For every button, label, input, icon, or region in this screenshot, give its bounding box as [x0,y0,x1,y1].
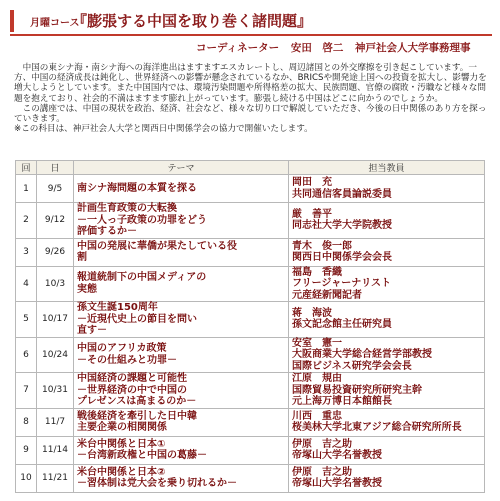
theme-line: 中国の発展に華僑が果たしている役 [77,240,237,252]
lecturer-name: 江原 規由 [292,373,342,384]
table-row [16,302,485,338]
theme-line: －世界経済の中で中国の [77,384,187,396]
theme-line: 米台中関係と日本① [77,438,166,450]
row-no: 3 [16,238,37,266]
lecturer-name: 岡田 充 [292,177,332,188]
theme-line: 米台中関係と日本② [77,466,166,478]
row-lecturer [289,436,485,464]
row-date: 10/3 [37,266,74,302]
lecturer-title: 共同通信客員論説委員 [292,188,392,200]
table-row [16,337,485,373]
table-header-row [16,161,485,175]
theme-line: －その仕組みと功罪－ [77,354,177,366]
row-date: 10/31 [37,373,74,409]
table-row [16,464,485,492]
theme-line: 直す－ [77,325,107,336]
theme-line: 評価するか－ [77,226,137,237]
theme-line: －一人っ子政策の功罪をどう [77,214,207,226]
intro-text [14,63,488,134]
row-lecturer [289,203,485,239]
row-date: 9/12 [37,203,74,239]
theme-line: －台湾新政権と中国の葛藤－ [77,450,207,461]
row-date: 11/7 [37,408,74,436]
lecturer-name: 伊原 吉之助 [292,466,352,478]
header-accent-bar [10,10,14,32]
theme-line: 割 [77,252,87,263]
row-lecturer [289,302,485,338]
row-theme [74,238,289,266]
theme-line: 主要企業の相関関係 [77,422,167,433]
lecturer-title: 元産経新聞記者 [292,289,362,301]
lecturer-title: フリージャーナリスト [292,278,391,289]
theme-line: 報道統制下の中国メディアの [77,272,207,284]
row-no: 2 [16,203,37,239]
intro-paragraph-1: 中国の東シナ海・南シナ海への海洋進出はますますエスカレートし、周辺諸国との外交摩擦を引き起こしています。一方、中国の経済成長は鈍化し、世界経済への影響が懸念されているなか、BRICSや開発途上国への投資を拡大し、影響力を増大しようとしています。また中国国内では、環境汚染問題や所得格差の拡大、民族問題、官僚の腐敗・汚職など様々な問題を抱えており、社会的不満はますます膨れ上がっています。膨張し続ける中国はどこに向かうのでしょうか。 [14,63,487,104]
row-no: 7 [16,373,37,409]
row-date: 11/21 [37,464,74,492]
row-lecturer [289,238,485,266]
schedule-table [15,160,485,493]
table-row [16,436,485,464]
table-row [16,238,485,266]
row-date: 11/14 [37,436,74,464]
table-row [16,203,485,239]
row-date: 10/17 [37,302,74,338]
lecturer-title: 孫文記念館主任研究員 [292,319,392,331]
theme-line: 中国のアフリカ政策 [77,343,167,355]
row-no: 4 [16,266,37,302]
theme-line: －習体制は党大会を乗り切れるか－ [77,478,237,489]
theme-line: 実態 [77,283,97,295]
lecturer-title: 同志社大学大学院教授 [292,220,392,232]
lecturer-title: 国際ビジネス研究学会会長 [292,360,412,372]
row-theme [74,408,289,436]
theme-line: 孫文生誕150周年 [77,302,158,313]
lecturer-title: 大阪商業大学総合経営学部教授 [292,349,432,360]
lecturer-title: 帝塚山大学名誉教授 [292,450,382,461]
lecturer-title: 元上海万博日本館館長 [292,396,392,407]
lecturer-title: 関西日中関係学会会長 [292,252,392,263]
row-no: 10 [16,464,37,492]
lecturer-name: 厳 善平 [292,208,332,220]
lecturer-name: 蒋 海波 [292,307,332,319]
coordinator-label: コーディネーター [196,42,280,54]
theme-line: －近現代史上の節目を問い [77,313,197,325]
row-date: 9/26 [37,238,74,266]
theme-line: 戦後経済を牽引した日中韓 [77,410,197,422]
header-date: 日 [37,161,74,175]
lecturer-name: 安室 憲一 [292,337,342,349]
header-no: 回 [16,161,37,175]
intro-note: ※この科目は、神戸社会人大学と関西日中関係学会の協力で開催いたします。 [14,124,313,135]
header-theme: テーマ [74,161,289,175]
table-row [16,373,485,409]
row-theme [74,373,289,409]
row-lecturer [289,408,485,436]
row-theme [74,436,289,464]
lecturer-name: 川西 重忠 [292,410,342,422]
row-lecturer [289,337,485,373]
table-row [16,175,485,203]
lecturer-title: 国際貿易投資研究所研究主幹 [292,384,422,396]
row-no: 8 [16,408,37,436]
row-theme [74,266,289,302]
row-no: 1 [16,175,37,203]
lecturer-title: 桜美林大学北東アジア総合研究所所長 [292,422,462,433]
row-theme [74,175,289,203]
lecturer-name: 福島 香織 [292,266,342,278]
table-row [16,266,485,302]
row-theme [74,464,289,492]
coordinator-line [196,40,478,55]
row-date: 10/24 [37,337,74,373]
course-label: 月曜コース [30,18,80,29]
intro-paragraph-2: この講座では、中国の現状を政治、経済、社会など、様々な切り口で解説していただき、今後の日中関係のあり方を探っていきます。 [14,103,487,125]
row-date: 9/5 [37,175,74,203]
row-no: 5 [16,302,37,338]
row-theme [74,203,289,239]
theme-line: 南シナ海問題の本質を探る [77,182,197,194]
row-theme [74,302,289,338]
theme-line: 計画生育政策の大転換 [77,203,177,214]
coordinator-affiliation: 神戸社会人大学事務理事 [354,42,471,54]
row-no: 9 [16,436,37,464]
header-lecturer: 担当教員 [289,161,485,175]
page-title: 『膨張する中国を取り巻く諸問題』 [72,12,313,30]
theme-line: プレゼンスは高まるのか－ [77,396,197,407]
theme-line: 中国経済の課題と可能性 [77,373,187,384]
row-no: 6 [16,337,37,373]
row-theme [74,337,289,373]
table-row [16,408,485,436]
page-header [10,8,492,36]
lecturer-name: 伊原 吉之助 [292,438,352,450]
lecturer-title: 帝塚山大学名誉教授 [292,478,382,489]
row-lecturer [289,175,485,203]
lecturer-name: 青木 俊一郎 [292,240,352,252]
row-lecturer [289,266,485,302]
row-lecturer [289,464,485,492]
coordinator-name: 安田 啓二 [290,42,344,54]
row-lecturer [289,373,485,409]
